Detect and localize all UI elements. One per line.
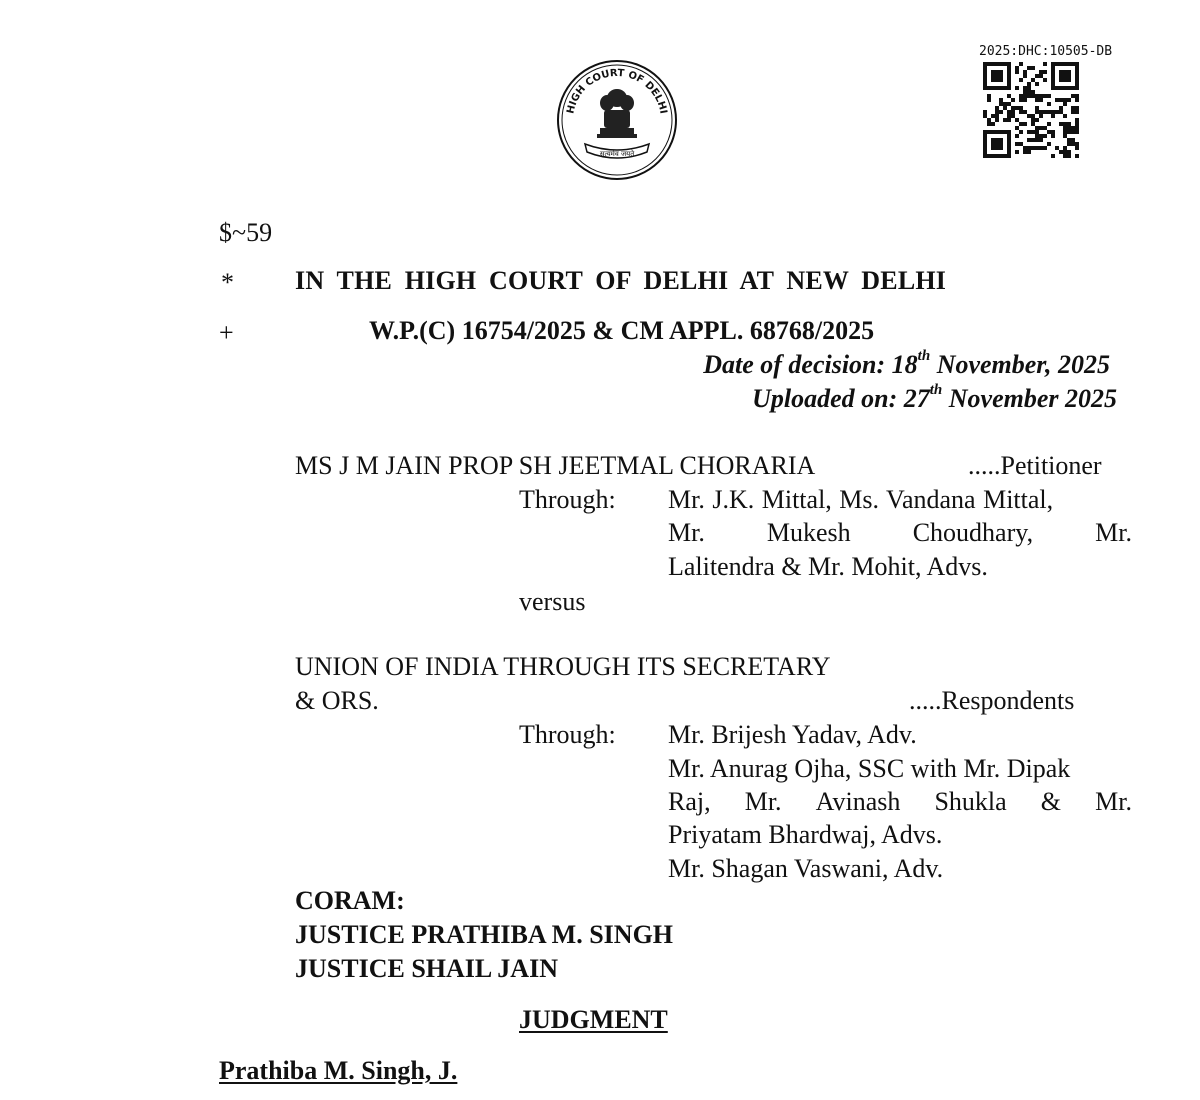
qr-code-icon[interactable] <box>983 62 1079 158</box>
plus-marker: + <box>219 318 234 347</box>
counsel-word: Mr. <box>744 787 782 816</box>
counsel-word: Mr. <box>1095 787 1132 816</box>
counsel-word: Mukesh <box>766 518 851 547</box>
star-marker: * <box>221 268 234 297</box>
respondent-counsel-line5: Mr. Shagan Vaswani, Adv. <box>668 854 944 883</box>
decision-date-sup: th <box>917 348 931 365</box>
respondent-counsel-line4: Priyatam Bhardwaj, Advs. <box>668 820 943 849</box>
decision-date-suffix: November, 2025 <box>930 350 1110 379</box>
petitioner-name: MS J M JAIN PROP SH JEETMAL CHORARIA <box>295 451 816 480</box>
neutral-citation: 2025:DHC:10505-DB <box>979 44 1113 59</box>
uploaded-date-prefix: Uploaded on: 27 <box>752 384 930 413</box>
versus-label: versus <box>519 587 586 616</box>
respondent-role: .....Respondents <box>909 686 1075 715</box>
petitioner-role: .....Petitioner <box>968 451 1102 480</box>
coram-judge-2: JUSTICE SHAIL JAIN <box>295 954 558 983</box>
counsel-word: Avinash <box>815 787 901 816</box>
case-list-code: $~59 <box>219 218 273 247</box>
respondent-counsel-line1: Mr. Brijesh Yadav, Adv. <box>668 720 917 749</box>
case-number: W.P.(C) 16754/2025 & CM APPL. 68768/2025 <box>369 316 875 345</box>
petitioner-through-label: Through: <box>519 485 616 514</box>
counsel-word: & <box>1040 787 1062 816</box>
respondent-counsel-line3 <box>668 785 1132 819</box>
respondent-counsel-line2: Mr. Anurag Ojha, SSC with Mr. Dipak <box>668 754 1071 783</box>
court-emblem-logo <box>555 58 679 182</box>
decision-date-prefix: Date of decision: 18 <box>703 350 918 379</box>
coram-judge-1: JUSTICE PRATHIBA M. SINGH <box>295 920 674 949</box>
emblem-text: HIGH COURT OF DELHI <box>565 67 669 115</box>
emblem-motto: सत्यमेव जयते <box>599 150 635 158</box>
judgment-title: JUDGMENT <box>519 1005 668 1034</box>
court-name: IN THE HIGH COURT OF DELHI AT NEW DELHI <box>295 266 947 295</box>
uploaded-date <box>752 382 1117 416</box>
judgment-author: Prathiba M. Singh, J. <box>219 1056 458 1085</box>
counsel-word: Shukla <box>934 787 1007 816</box>
respondent-through-label: Through: <box>519 720 616 749</box>
counsel-word: Choudhary, <box>912 518 1034 547</box>
respondent-name-line2: & ORS. <box>295 686 379 715</box>
counsel-word: Mr. <box>668 518 705 547</box>
counsel-word: Raj, <box>668 787 711 816</box>
petitioner-counsel-line3: Lalitendra & Mr. Mohit, Advs. <box>668 552 988 581</box>
petitioner-counsel-line1: Mr. J.K. Mittal, Ms. Vandana Mittal, <box>668 485 1054 514</box>
petitioner-counsel-line2 <box>668 516 1132 550</box>
uploaded-date-suffix: November 2025 <box>942 384 1117 413</box>
uploaded-date-sup: th <box>929 382 943 399</box>
decision-date <box>703 348 1110 382</box>
coram-label: CORAM: <box>295 886 405 915</box>
counsel-word: Mr. <box>1095 518 1132 547</box>
respondent-name-line1: UNION OF INDIA THROUGH ITS SECRETARY <box>295 652 831 681</box>
